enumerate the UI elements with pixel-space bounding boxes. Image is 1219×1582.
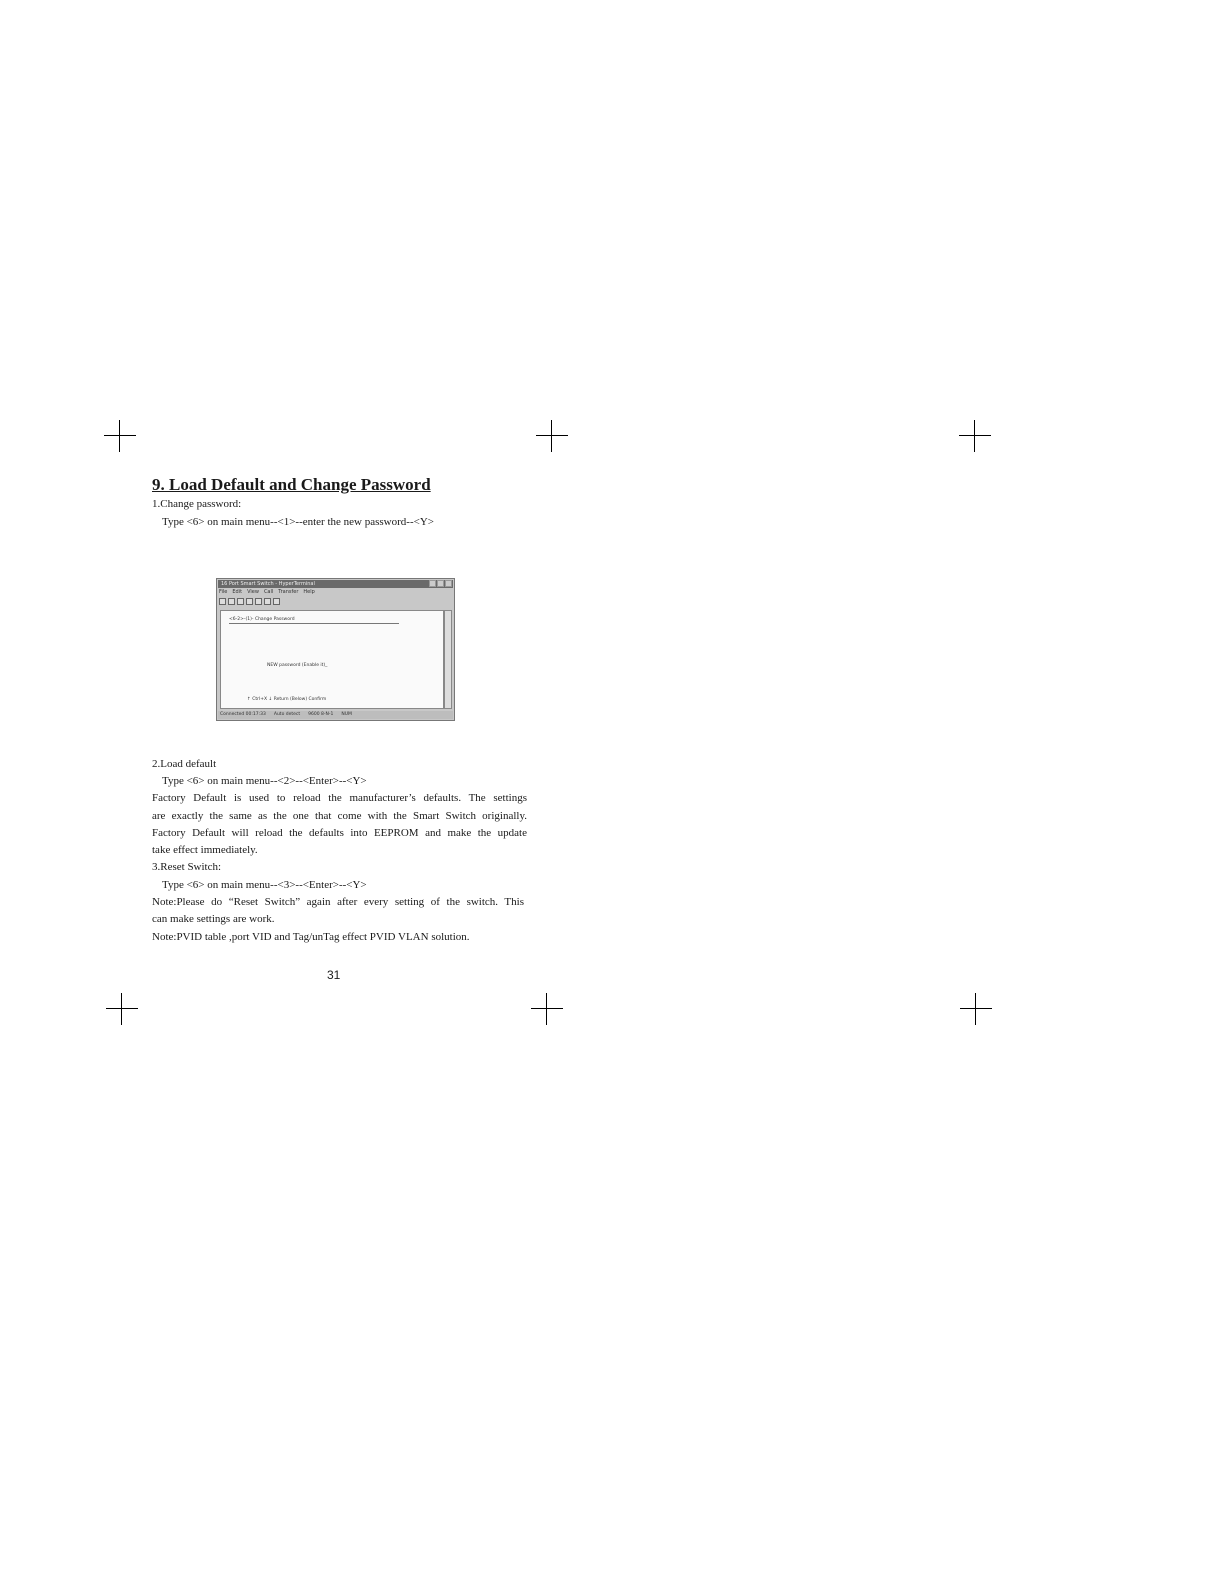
menu-view: View (247, 589, 259, 595)
window-statusbar (218, 711, 453, 719)
menu-file: File (219, 589, 228, 595)
load-default-title: 2.Load default (152, 758, 217, 770)
change-password-instruction: Type <6> on main menu--<1>--enter the new password--<Y> (162, 516, 434, 528)
note-pvid: Note:PVID table ,port VID and Tag/unTag effect PVID VLAN solution. (152, 931, 470, 943)
load-default-instruction: Type <6> on main menu--<2>--<Enter>--<Y> (162, 775, 367, 787)
terminal-title: <6-2>-(1)- Change Password (229, 617, 399, 624)
status-item: Connected 00:17:33 (220, 712, 266, 717)
load-default-paragraph-line: take effect immediately. (152, 844, 258, 856)
load-default-paragraph-line: are exactly the same as the one that come with the Smart Switch originally. (152, 810, 527, 822)
hyperterminal-screenshot (216, 578, 455, 721)
reset-switch-title: 3.Reset Switch: (152, 861, 222, 873)
crop-mark-top-left (104, 420, 136, 452)
minimize-icon (429, 580, 436, 587)
connect-icon (237, 598, 244, 605)
window-menubar (219, 589, 315, 596)
status-item: Auto detect (273, 712, 301, 717)
terminal-prompt: NEW password (Enable it)_ (267, 663, 328, 668)
window-controls (429, 580, 452, 587)
menu-help: Help (303, 589, 315, 595)
crop-mark-top-center (536, 420, 568, 452)
note-reset-line: can make settings are work. (152, 913, 275, 925)
reset-switch-instruction: Type <6> on main menu--<3>--<Enter>--<Y> (162, 879, 367, 891)
window-toolbar (219, 598, 280, 606)
load-default-paragraph-line: Factory Default will reload the defaults into EEPROM and make the update (152, 827, 527, 839)
menu-transfer: Transfer (278, 589, 299, 595)
load-default-paragraph-line: Factory Default is used to reload the manufacturer’s defaults. The settings (152, 792, 527, 804)
properties-icon (273, 598, 280, 605)
crop-mark-bottom-center (531, 993, 563, 1025)
open-icon (228, 598, 235, 605)
status-item: 9600 8-N-1 (308, 712, 334, 717)
menu-edit: Edit (232, 589, 243, 595)
crop-mark-top-right (959, 420, 991, 452)
send-icon (255, 598, 262, 605)
receive-icon (264, 598, 271, 605)
window-titlebar (218, 580, 453, 588)
terminal-scrollbar (444, 610, 452, 709)
close-icon (445, 580, 452, 587)
status-item: NUM (341, 712, 352, 717)
section-heading: 9. Load Default and Change Password (152, 475, 431, 494)
window-title: 16 Port Smart Switch - HyperTerminal (221, 581, 315, 587)
note-reset-line: Note:Please do “Reset Switch” again after every setting of the switch. This (152, 896, 524, 908)
crop-mark-bottom-right (960, 993, 992, 1025)
maximize-icon (437, 580, 444, 587)
terminal-area (220, 610, 444, 709)
page-number: 31 (327, 968, 341, 982)
terminal-key-hints: ↑ Ctrl+X ↓ Return (Below) Confirm (247, 697, 327, 702)
crop-mark-bottom-left (106, 993, 138, 1025)
disconnect-icon (246, 598, 253, 605)
menu-call: Call (263, 589, 274, 595)
new-icon (219, 598, 226, 605)
change-password-title: 1.Change password: (152, 498, 242, 510)
